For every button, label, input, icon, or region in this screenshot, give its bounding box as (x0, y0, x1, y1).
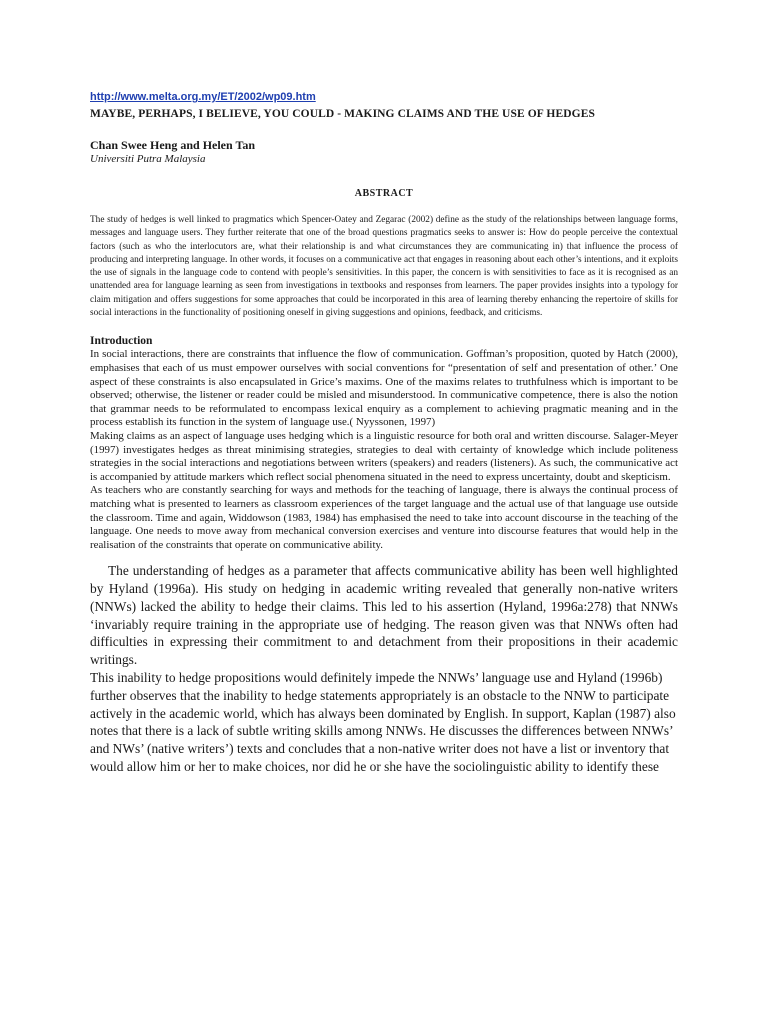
author-names: Chan Swee Heng and Helen Tan (90, 138, 256, 152)
body-paragraph-1: The understanding of hedges as a parameter that affects communicative ability has been well highlighted by Hyland (1996a). His study on hedging in academic writing revealed that generally non-native writers (NNWs) lacked the ability to hedge their claims. This led to his assertion (Hyland, 1996a:278) that NNWs ‘invariably require training in the appropriate use of hedging. The reason given was that NNWs often had difficulties in expressing their commitment to and detachment from their propositions in their academic writings. (90, 563, 678, 668)
intro-paragraph-2: Making claims as an aspect of language uses hedging which is a linguistic resource for both oral and written discourse. Salager-Meyer (1997) investigates hedges as threat minimising strategies, strategies to deal with certainty of knowledge which include politeness strategies in the social interactions and negotiations between writers (speakers) and readers (listeners). As such, the communicative act is accompanied by attitude markers which reflect social phenomena situated in the need to express uncertainty, doubt and skepticism. (90, 429, 678, 483)
document-page (90, 90, 678, 776)
intro-paragraph-3: As teachers who are constantly searching for ways and methods for the teaching of language, there is always the continual process of matching what is presented to learners as classroom experiences of the target language and the actual use of that language use outside the classroom. Time and again, Widdowson (1983, 1984) has emphasised the need to take into account discourse in the teaching of the language. One needs to move away from mechanical conversion exercises and venture into discourse features that would help in the realisation of the constraints that operate on communicative ability. (90, 484, 678, 551)
introduction-heading: Introduction (90, 335, 153, 348)
abstract-heading: ABSTRACT (354, 188, 414, 199)
body-paragraph-2: This inability to hedge propositions would definitely impede the NNWs’ language use and Hyland (1996b) further observes that the inability to hedge statements appropriately is an obstacle to the NNW to participate actively in the academic world, which has always been dominated by English. In support, Kaplan (1987) also notes that there is a lack of subtle writing skills among NNWs. He discusses the differences between NNWs’ and NWs’ (native writers’) texts and concludes that a non-native writer does not have a list or inventory that would allow him or her to make choices, nor did he or she have the sociolinguistic ability to identify these (90, 670, 676, 775)
abstract-text: The study of hedges is well linked to pragmatics which Spencer-Oatey and Zegarac (2002) define as the study of the relationships between language forms, messages and language users. They further reiterate that one of the broad questions pragmatics seeks to answer is: How do people perceive the contextual factors (such as who the interlocutors are, what their relationship is and what circumstances they are communicating in) that influence the process of producing and interpreting language. In other words, it focuses on a communicative act that engages in reasoning about each other’s intentions, and it exploits the use of signals in the language code to contend with people’s sensitivities. In this paper, the concern is with sensitivities to face as it is recognised as an unattended area for language learning as seen from investigations in textbooks and responses from learners. The paper provides insights into a typology for claim mitigation and offers suggestions for some approaches that could be incorporated in this area of learning thereby enhancing the repertoire of skills for social interactions in the functionality of positioning oneself in giving suggestions and opinions, feedback, and criticisms. (90, 215, 678, 319)
intro-paragraph-1: In social interactions, there are constraints that influence the flow of communication. Goffman’s proposition, quoted by Hatch (2000), emphasises that each of us must empower ourselves with social conventions for “presentation of self and presentation of other.’ One aspect of these constraints is also encapsulated in Grice’s maxims. One of the maxims relates to truthfulness which is important to be observed; otherwise, the listener or reader could be misled and misunderstood. In communicative competence, there is also the notion that grammar needs to be reformulated to encompass lexical enquiry as a complement to achieving pragmatic meaning and in the process establish its function in the system of language use.( Nyyssonen, 1997) (90, 348, 678, 429)
author-affiliation: Universiti Putra Malaysia (90, 153, 206, 165)
source-url-link[interactable]: http://www.melta.org.my/ET/2002/wp09.htm (90, 91, 316, 103)
paper-title: MAYBE, PERHAPS, I BELIEVE, YOU COULD - MAKING CLAIMS AND THE USE OF HEDGES (90, 108, 595, 120)
